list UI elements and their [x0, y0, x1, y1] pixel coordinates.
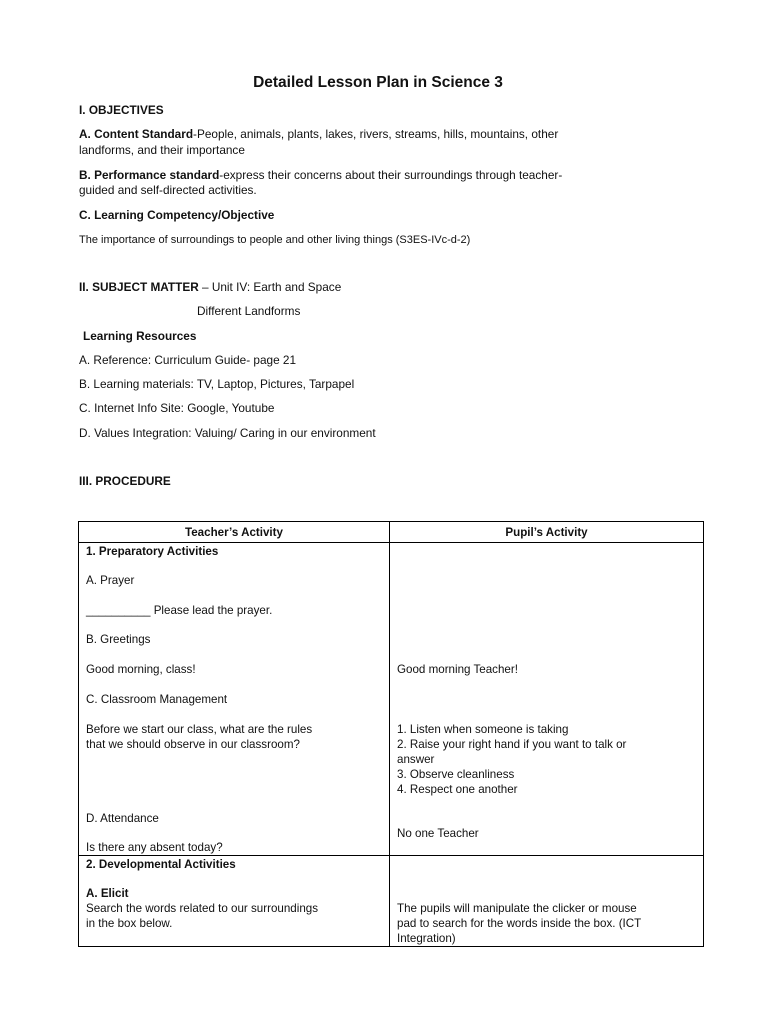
competency-label: C. Learning Competency/Objective: [79, 208, 275, 222]
rule-1: 1. Listen when someone is taking: [397, 723, 569, 736]
pupil-good-morning: Good morning Teacher!: [397, 663, 518, 676]
classroom-management-label: C. Classroom Management: [86, 693, 228, 706]
table-row: [79, 543, 704, 856]
col-header-teacher: Teacher’s Activity: [79, 522, 390, 543]
performance-standard-text: -express their concerns about their surroundings through teacher-: [219, 168, 563, 182]
teacher-cell-preparatory: [79, 543, 390, 856]
performance-standard-label: B. Performance standard: [79, 168, 220, 182]
subject-matter-topic: Different Landforms: [197, 304, 301, 318]
absent-question: Is there any absent today?: [86, 841, 223, 854]
pupil-elicit-line3: Integration): [397, 932, 456, 945]
teacher-cell-developmental: [79, 856, 390, 947]
procedure-table: [78, 521, 704, 947]
resource-reference: A. Reference: Curriculum Guide- page 21: [79, 353, 297, 367]
competency-text: The importance of surroundings to people and other living things (S3ES-IVc-d-2): [79, 234, 471, 246]
learning-resources-heading: Learning Resources: [83, 329, 197, 343]
preparatory-heading: 1. Preparatory Activities: [86, 545, 219, 558]
subject-matter-heading: II. SUBJECT MATTER: [79, 280, 199, 294]
pupil-elicit-line2: pad to search for the words inside the box. (ICT: [397, 917, 642, 930]
procedure-heading: III. PROCEDURE: [79, 474, 171, 488]
content-standard-label: A. Content Standard: [79, 127, 194, 141]
pupil-cell-developmental: [390, 856, 704, 947]
subject-matter: [79, 279, 341, 295]
rule-2: 2. Raise your right hand if you want to talk or: [397, 738, 627, 751]
table-header-row: [79, 522, 704, 543]
prayer-label: A. Prayer: [86, 574, 135, 587]
performance-standard: [79, 167, 562, 183]
rule-4: 4. Respect one another: [397, 783, 518, 796]
rule-2-cont: answer: [397, 753, 435, 766]
prayer-line: __________ Please lead the prayer.: [86, 604, 273, 617]
objectives-heading: I. OBJECTIVES: [79, 103, 164, 117]
col-header-pupil: Pupil’s Activity: [390, 522, 704, 543]
elicit-label: A. Elicit: [86, 887, 129, 900]
elicit-text-line1: Search the words related to our surroundings: [86, 902, 319, 915]
table-row: [79, 856, 704, 947]
developmental-heading: 2. Developmental Activities: [86, 858, 236, 871]
pupil-cell-preparatory: [390, 543, 704, 856]
resource-values: D. Values Integration: Valuing/ Caring in our environment: [79, 426, 376, 440]
pupil-absent-answer: No one Teacher: [397, 827, 479, 840]
resource-internet: C. Internet Info Site: Google, Youtube: [79, 401, 275, 415]
page-title: Detailed Lesson Plan in Science 3: [253, 74, 503, 91]
greetings-label: B. Greetings: [86, 633, 151, 646]
performance-standard-text-cont: guided and self-directed activities.: [79, 183, 257, 197]
rule-3: 3. Observe cleanliness: [397, 768, 515, 781]
content-standard-text: -People, animals, plants, lakes, rivers, streams, hills, mountains, other: [193, 127, 559, 141]
teacher-good-morning: Good morning, class!: [86, 663, 196, 676]
attendance-label: D. Attendance: [86, 812, 159, 825]
pupil-elicit-line1: The pupils will manipulate the clicker or mouse: [397, 902, 637, 915]
subject-matter-unit: – Unit IV: Earth and Space: [198, 280, 342, 294]
rules-question-line1: Before we start our class, what are the rules: [86, 723, 313, 736]
content-standard-text-cont: landforms, and their importance: [79, 143, 245, 157]
elicit-text-line2: in the box below.: [86, 917, 173, 930]
content-standard: [79, 126, 558, 142]
rules-question-line2: that we should observe in our classroom?: [86, 738, 300, 751]
resource-materials: B. Learning materials: TV, Laptop, Pictures, Tarpapel: [79, 377, 355, 391]
